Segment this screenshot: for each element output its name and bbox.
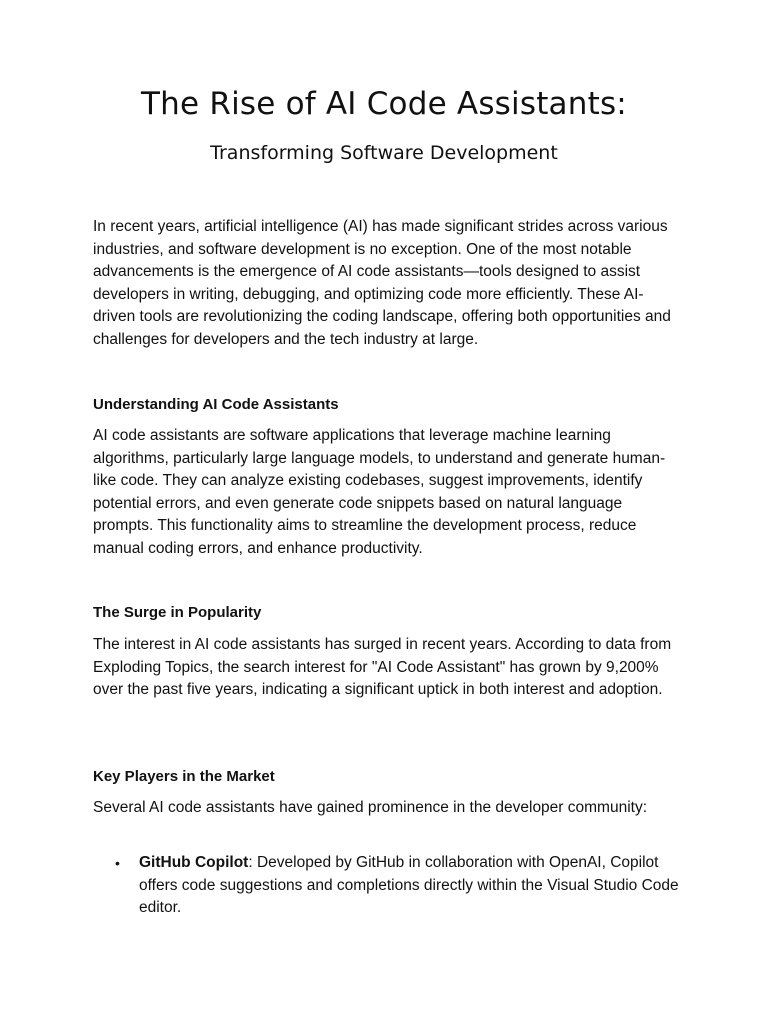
bullet-icon: •: [115, 855, 120, 871]
section-heading-popularity: The Surge in Popularity: [93, 604, 262, 621]
key-players-list: [93, 852, 683, 920]
list-item-text: : Developed by GitHub in collaboration with OpenAI, Copilot offers code suggestions and completions directly within the Visual Studio Code editor.: [139, 854, 679, 917]
document-title: The Rise of AI Code Assistants:: [141, 86, 627, 122]
intro-paragraph: In recent years, artificial intelligence (AI) has made significant strides across various industries, and software development is no exception. One of the most notable advancements is the emergence of AI code assistants—tools designed to assist developers in writing, debugging, and optimizing code more efficiently. These AI-driven tools are revolutionizing the coding landscape, offering both opportunities and challenges for developers and the tech industry at large.: [93, 218, 671, 348]
section-body-understanding: AI code assistants are software applications that leverage machine learning algorithms, particularly large language models, to understand and generate human-like code. They can analyze existing codebases, suggest improvements, identify potential errors, and even generate code snippets based on natural language prompts. This functionality aims to streamline the development process, reduce manual coding errors, and enhance productivity.: [93, 427, 666, 557]
section-body-popularity: The interest in AI code assistants has surged in recent years. According to data from Exploding Topics, the search interest for "AI Code Assistant" has grown by 9,200% over the past five years, indicating a significant uptick in both interest and adoption.: [93, 636, 672, 699]
document-subtitle: Transforming Software Development: [210, 142, 558, 164]
list-item: [93, 852, 683, 920]
section-body-key-players: Several AI code assistants have gained prominence in the developer community:: [93, 799, 648, 816]
section-heading-understanding: Understanding AI Code Assistants: [93, 396, 339, 413]
section-heading-key-players: Key Players in the Market: [93, 768, 275, 785]
list-item-title: GitHub Copilot: [139, 854, 249, 871]
